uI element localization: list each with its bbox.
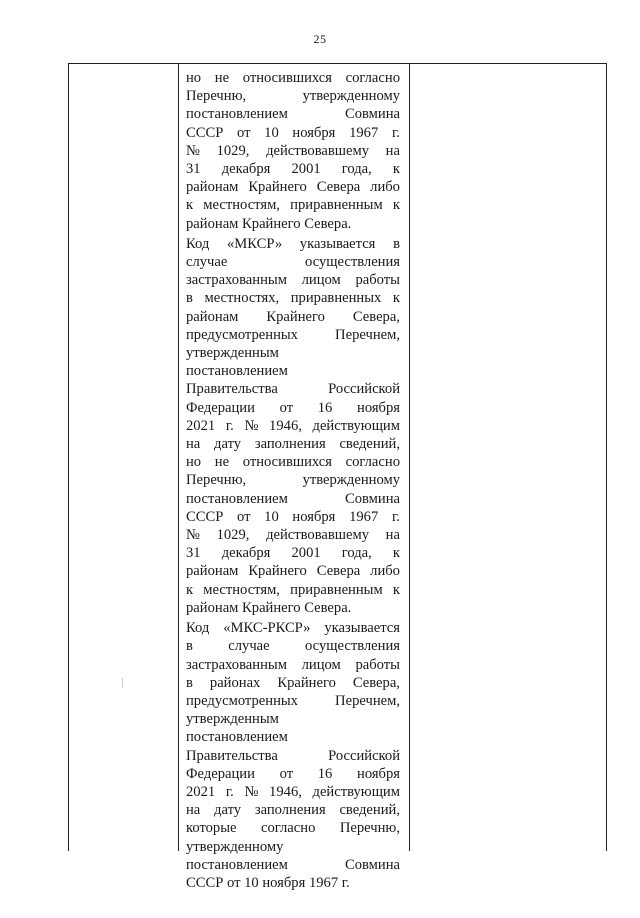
word: застрахованным	[186, 656, 287, 673]
word: работы	[355, 272, 400, 289]
word: утвержденному	[302, 472, 400, 489]
word: согласно	[261, 820, 316, 837]
word: приравненным	[290, 581, 383, 598]
paragraph	[186, 235, 400, 617]
text-line	[186, 142, 400, 160]
word: не	[214, 70, 230, 86]
word: действующим	[312, 417, 400, 434]
word: постановлением	[186, 106, 288, 123]
text-line	[186, 380, 400, 398]
word: Крайнего	[266, 308, 325, 325]
word: Перечню,	[186, 88, 247, 105]
text-line	[186, 526, 400, 544]
text-line	[186, 508, 400, 526]
table-cell-description	[186, 69, 400, 894]
text-line	[186, 271, 400, 289]
text-line	[186, 435, 400, 453]
text-line: СССР от 10 ноября 1967 г.	[186, 874, 350, 891]
text-line	[186, 308, 400, 326]
text-line	[186, 178, 400, 196]
word: случае	[186, 254, 228, 271]
word: 2021	[186, 783, 216, 800]
word: ноября	[292, 508, 336, 525]
word: №	[186, 527, 200, 544]
text-line	[186, 471, 400, 489]
word: 10	[264, 124, 279, 141]
text-line	[186, 289, 400, 307]
text-line	[186, 581, 400, 599]
word: ноября	[357, 765, 400, 782]
word: согласно	[345, 454, 400, 471]
word: «МКСР»	[226, 235, 283, 252]
word: №	[186, 142, 200, 159]
word: Севера,	[352, 674, 400, 691]
word: 1946,	[269, 783, 302, 800]
word: указывается	[324, 620, 400, 637]
word: лицом	[301, 656, 341, 673]
word: Федерации	[186, 399, 255, 416]
paragraph	[186, 619, 400, 892]
text-line	[186, 87, 400, 105]
word: к	[186, 581, 194, 598]
word: Совмина	[344, 856, 400, 873]
text-line: районам Крайнего Севера.	[186, 599, 352, 616]
document-table	[68, 63, 607, 891]
word: Севера,	[352, 308, 400, 325]
text-line	[186, 619, 400, 637]
text-line	[186, 637, 400, 655]
page-number: 25	[313, 32, 327, 46]
word: декабря	[221, 545, 271, 562]
word: 16	[317, 399, 333, 416]
word: Федерации	[186, 765, 255, 782]
text-line: постановлением	[186, 363, 288, 380]
text-line	[186, 783, 400, 801]
word: г.	[225, 417, 234, 434]
word: постановлением	[186, 856, 288, 873]
word: №	[244, 783, 259, 800]
text-line	[186, 674, 400, 692]
text-line	[186, 253, 400, 271]
word: на	[186, 436, 201, 453]
word: 1967	[349, 124, 379, 141]
text-line	[186, 656, 400, 674]
word: 2021	[186, 417, 216, 434]
text-line: районам Крайнего Севера.	[186, 215, 352, 232]
text-line: утвержденным	[186, 345, 279, 362]
word: в	[186, 674, 193, 691]
word: от	[279, 399, 294, 416]
word: заполнения	[254, 436, 326, 453]
word: местностям,	[203, 581, 280, 598]
word: Совмина	[344, 490, 400, 507]
word: Крайнего	[277, 674, 336, 691]
word: но	[186, 454, 202, 471]
word: дату	[214, 436, 242, 453]
text-line	[186, 747, 400, 765]
word: лицом	[301, 272, 341, 289]
word: на	[186, 802, 201, 819]
word: г.	[225, 783, 234, 800]
text-line	[186, 490, 400, 508]
column-divider-left	[178, 64, 179, 851]
text-line	[186, 692, 400, 710]
word: №	[244, 417, 259, 434]
word: Перечнем,	[335, 326, 400, 343]
text-line	[186, 453, 400, 471]
word: СССР	[186, 124, 224, 141]
text-line	[186, 235, 400, 253]
word: приравненных	[290, 290, 382, 307]
word: к	[392, 290, 400, 307]
word: ноября	[292, 124, 336, 141]
text-line	[186, 562, 400, 580]
word: в	[186, 290, 193, 307]
word: Перечнем,	[335, 692, 400, 709]
word: 1967	[349, 508, 379, 525]
word: 1029,	[216, 142, 250, 159]
text-line	[186, 801, 400, 819]
column-divider-right	[409, 64, 410, 851]
text-line	[186, 105, 400, 123]
word: Крайнего	[248, 563, 307, 580]
text-line	[186, 544, 400, 562]
word: Севера	[316, 563, 361, 580]
word: декабря	[221, 161, 271, 178]
word: в	[393, 235, 400, 252]
text-line	[186, 69, 400, 87]
word: 31	[186, 545, 201, 562]
word: от	[237, 124, 251, 141]
word: «МКС-РКСР»	[223, 620, 311, 637]
word: указывается	[299, 235, 376, 252]
word: которые	[186, 820, 237, 837]
word: районам	[186, 179, 239, 196]
text-line	[186, 196, 400, 214]
word: г.	[391, 508, 400, 525]
text-line	[186, 124, 400, 142]
text-line	[186, 160, 400, 178]
word: 31	[186, 161, 201, 178]
word: относившихся	[242, 70, 332, 86]
word: от	[279, 765, 294, 782]
word: Правительства	[186, 747, 278, 764]
text-line	[186, 765, 400, 783]
word: районам	[186, 563, 239, 580]
word: действовавшему	[266, 142, 370, 159]
word: Правительства	[186, 381, 278, 398]
word: предусмотренных	[186, 692, 298, 709]
word: застрахованным	[186, 272, 287, 289]
word: к	[392, 161, 400, 178]
word: местностях,	[204, 290, 280, 307]
word: приравненным	[290, 197, 383, 214]
text-line: утвержденному	[186, 838, 284, 855]
word: утвержденному	[302, 88, 400, 105]
word: года,	[341, 161, 372, 178]
word: сведений,	[339, 802, 400, 819]
word: районам	[186, 308, 239, 325]
word: Совмина	[344, 106, 400, 123]
text-line	[186, 399, 400, 417]
word: 1029,	[216, 527, 250, 544]
word: местностям,	[203, 197, 280, 214]
word: к	[392, 197, 400, 214]
text-line	[186, 819, 400, 837]
word: ноября	[357, 399, 400, 416]
word: года,	[341, 545, 372, 562]
word: Код	[186, 620, 210, 637]
word: случае	[228, 638, 270, 655]
word: согласно	[345, 70, 400, 86]
paragraph	[186, 69, 400, 233]
word: действовавшему	[266, 527, 370, 544]
word: Севера	[316, 179, 361, 196]
word: заполнения	[254, 802, 326, 819]
word: относившихся	[242, 454, 332, 471]
word: на	[385, 142, 400, 159]
word: Российской	[328, 381, 400, 398]
word: предусмотренных	[186, 326, 298, 343]
word: Перечню,	[186, 472, 247, 489]
word: либо	[370, 563, 400, 580]
word: 10	[264, 508, 279, 525]
word: районах	[209, 674, 261, 691]
text-line	[186, 856, 400, 874]
word: работы	[355, 656, 400, 673]
word: от	[237, 508, 251, 525]
word: осуществления	[305, 254, 400, 271]
word: сведений,	[339, 436, 400, 453]
word: г.	[391, 124, 400, 141]
word: 2001	[291, 545, 321, 562]
text-line	[186, 326, 400, 344]
word: не	[214, 454, 230, 471]
word: 1946,	[269, 417, 302, 434]
word: на	[385, 527, 400, 544]
word: осуществления	[305, 638, 400, 655]
word: 16	[317, 765, 333, 782]
word: к	[186, 197, 194, 214]
word: постановлением	[186, 490, 288, 507]
word: либо	[370, 179, 400, 196]
scan-artifact	[122, 678, 123, 688]
word: Перечню,	[339, 820, 400, 837]
word: к	[392, 581, 400, 598]
word: к	[392, 545, 400, 562]
text-line	[186, 417, 400, 435]
word: Код	[186, 235, 210, 252]
word: Крайнего	[248, 179, 307, 196]
word: действующим	[312, 783, 400, 800]
word: 2001	[291, 161, 321, 178]
text-line: постановлением	[186, 729, 288, 746]
word: дату	[214, 802, 242, 819]
word: в	[186, 638, 193, 655]
word: Российской	[328, 747, 400, 764]
word: СССР	[186, 508, 224, 525]
word: но	[186, 70, 202, 86]
text-line: утвержденным	[186, 711, 279, 728]
